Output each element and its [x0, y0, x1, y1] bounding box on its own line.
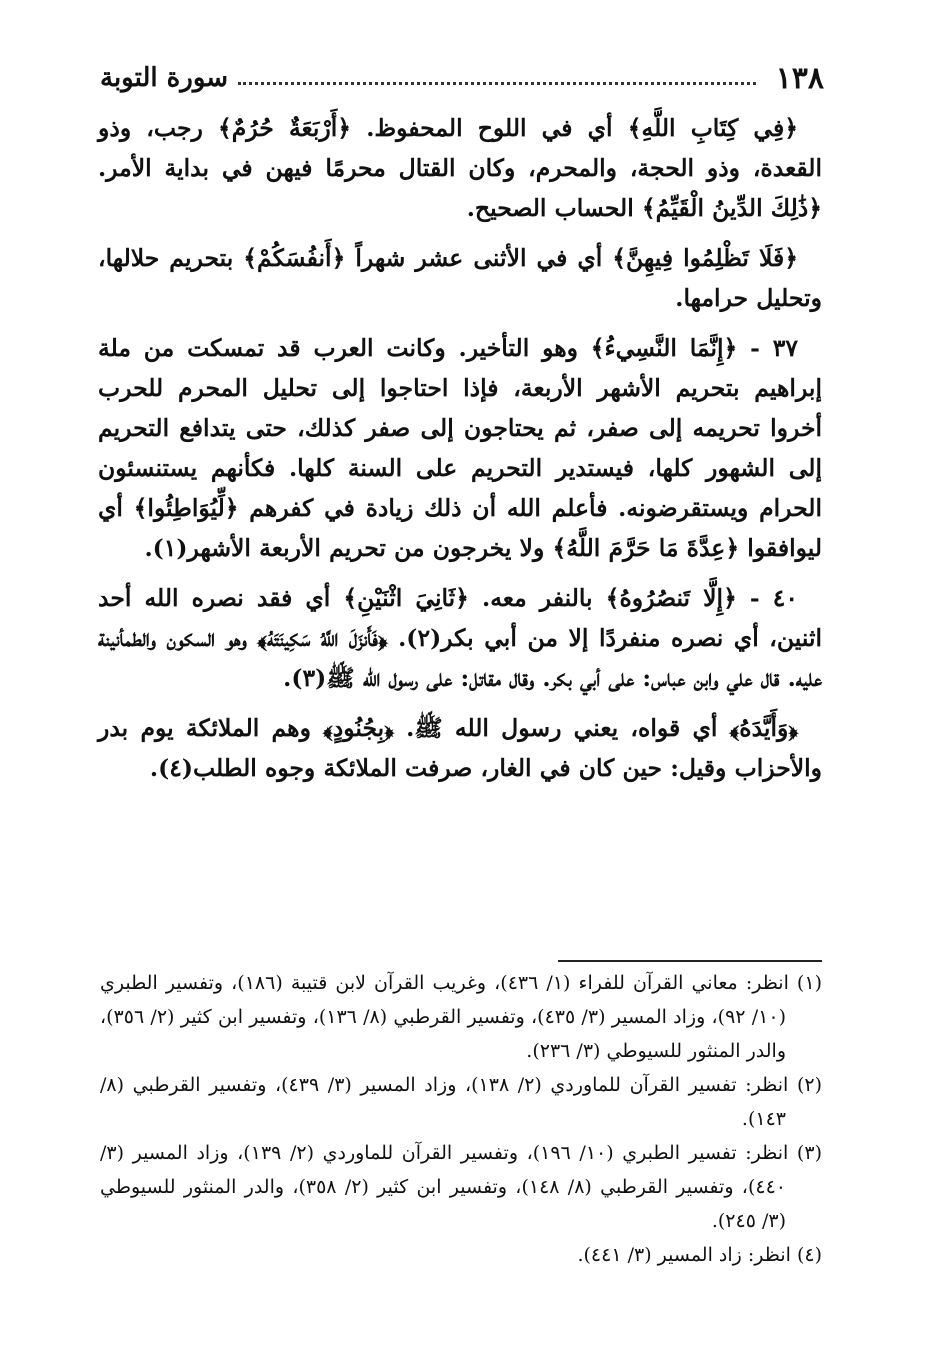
footnote: (٤) انظر: زاد المسير (٣/ ٤٤١).	[577, 1244, 822, 1266]
paragraph: ٤٠ - ﴿إِلَّا تَنصُرُوهُ﴾ بالنفر معه. ﴿ثَانِيَ اثْنَيْنِ﴾ أي فقد نصره الله أحد اثنين، أي نصره منفردًا إلا من أبي بكر(٢). ﴿فَأَنزَلَ اللَّهُ سَكِينَتَهُ﴾ وهو السكون والطمأنينة عليه. قال علي وابن عباس: على أبي بكر. وقال مقاتل: على رسول الله ﷺ(٣).	[98, 584, 823, 692]
footnote: (٣) انظر: تفسير الطبري (١٠/ ١٩٦)، وتفسير القرآن للماوردي (٢/ ١٣٩)، وزاد المسير (٣/ ٤٤٠)، وتفسير القرطبي (٨/ ١٤٨)، وتفسير ابن كثير (٢/ ٣٥٨)، والدر المنثور للسيوطي (٣/ ٢٤٥).	[100, 1142, 822, 1232]
paragraph: ﴿فَلَا تَظْلِمُوا فِيهِنَّ﴾ أي في الأثنى عشر شهراً ﴿أَنفُسَكُمْ﴾ بتحريم حلالها، وتحليل حرامها.	[98, 244, 822, 312]
footnotes	[100, 966, 822, 1272]
main-text	[98, 108, 822, 798]
footnote: (١) انظر: معاني القرآن للفراء (١/ ٤٣٦)، وغريب القرآن لابن قتيبة (١٨٦)، وتفسير الطبري (١٠/ ٩٢)، وزاد المسير (٣/ ٤٣٥)، وتفسير القرطبي (٨/ ١٣٦)، وتفسير ابن كثير (٢/ ٣٥٦)، والدر المنثور للسيوطي (٣/ ٢٣٦).	[100, 972, 822, 1062]
surah-title: سورة التوبة	[100, 63, 229, 93]
page-number: ١٣٨	[775, 60, 824, 96]
footnote: (٢) انظر: تفسير القرآن للماوردي (٢/ ١٣٨)، وزاد المسير (٣/ ٤٣٩)، وتفسير القرطبي (٨/ ١٤٣).	[100, 1074, 822, 1130]
paragraph: ٣٧ - ﴿إِنَّمَا النَّسِيءُ﴾ وهو التأخير. وكانت العرب قد تمسكت من ملة إبراهيم بتحريم الأشهر الأربعة، فإذا احتاجوا إلى تحليل المحرم للحرب أخروا تحريمه إلى صفر، ثم يحتاجون إلى صفر كذلك، حتى يتدافع التحريم إلى الشهور كلها، فيستدير التحريم على السنة كلها. فكأنهم يستنسئون الحرام ويستقرضونه. فأعلم الله أن ذلك زيادة في كفرهم ﴿لِّيُوَاطِئُوا﴾ أي ليوافقوا ﴿عِدَّةَ مَا حَرَّمَ اللَّهُ﴾ ولا يخرجون من تحريم الأربعة الأشهر(١).	[98, 334, 822, 562]
paragraph: ﴿فِي كِتَابِ اللَّهِ﴾ أي في اللوح المحفوظ. ﴿أَرْبَعَةٌ حُرُمٌ﴾ رجب، وذو القعدة، وذو الحجة، والمحرم، وكان القتال محرمًا فيهن في بداية الأمر. ﴿ذَٰلِكَ الدِّينُ الْقَيِّمُ﴾ الحساب الصحيح.	[98, 114, 822, 222]
header-dotted-leader	[238, 82, 756, 85]
footnote-separator	[558, 960, 822, 962]
paragraph: ﴿وَأَيَّدَهُ﴾ أي قواه، يعني رسول الله ﷺ. ﴿بِجُنُودٍ﴾ وهم الملائكة يوم بدر والأحزاب وقيل: حين كان في الغار، صرفت الملائكة وجوه الطلب(٤).	[98, 714, 822, 782]
running-header	[100, 58, 824, 98]
